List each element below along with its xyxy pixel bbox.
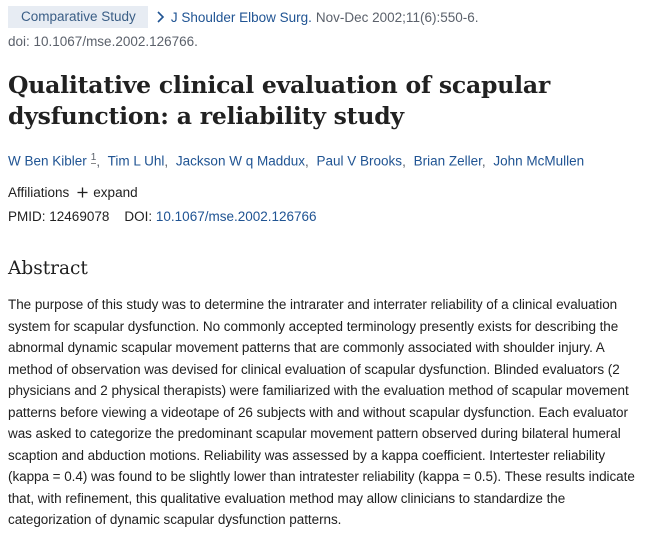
author-separator: ,: [164, 153, 169, 169]
doi-label: DOI:: [124, 209, 153, 224]
article-title: Qualitative clinical evaluation of scapular dysfunction: a reliability study: [8, 71, 551, 130]
journal-link[interactable]: J Shoulder Elbow Surg.: [170, 9, 312, 25]
affiliation-marker[interactable]: 1: [90, 152, 97, 163]
author-link[interactable]: John McMullen: [493, 153, 585, 169]
abstract-text: The purpose of this study was to determine the intrarater and interrater reliability of a clinical evaluation system for scapular dysfunction. No commonly accepted terminology presently exists for describing the abnormal dynamic scapular movement patterns that are commonly associated with shoulder injury. A method of observation was devised for clinical evaluation of scapular dysfunction. Blinded evaluators (2 physicians and 2 physical therapists) were familiarized with the evaluation method of scapular movement patterns before viewing a videotape of 26 subjects with and without scapular dysfunction. Each evaluator was asked to categorize the predominant scapular movement pattern observed during bilateral humeral scaption and abduction motions. Reliability was assessed by a kappa coefficient. Intertester reliability (kappa = 0.4) was found to be slightly lower than intratester reliability (kappa = 0.5). These results indicate that, with refinement, this qualitative evaluation method may allow clinicians to standardize the categorization of dynamic scapular dysfunction patterns.: [8, 297, 635, 527]
author-link[interactable]: W Ben Kibler: [8, 153, 87, 169]
citation-doi: doi: 10.1067/mse.2002.126766.: [8, 34, 198, 49]
plus-icon: [77, 187, 88, 198]
expand-affiliations-button[interactable]: [77, 185, 137, 200]
pmid-value: 12469078: [49, 209, 110, 224]
doi-link[interactable]: 10.1067/mse.2002.126766: [155, 209, 317, 224]
abstract-heading: Abstract: [8, 258, 88, 279]
issue-info: Nov-Dec 2002;11(6):550-6.: [315, 9, 479, 25]
identifiers-row: [8, 209, 317, 224]
author-separator: ,: [304, 153, 309, 169]
author-separator: ,: [96, 153, 101, 169]
publication-type-badge: Comparative Study: [8, 6, 148, 28]
author-link[interactable]: Jackson W q Maddux: [175, 153, 305, 169]
pmid-label: PMID:: [8, 209, 46, 224]
chevron-right-icon[interactable]: [156, 10, 166, 24]
author-link[interactable]: Paul V Brooks: [316, 153, 403, 169]
citation-header: [8, 6, 478, 28]
author-list: [8, 153, 584, 169]
affiliations-label: Affiliations: [8, 185, 70, 200]
affiliations-row: [8, 185, 138, 200]
expand-label: expand: [93, 185, 138, 200]
author-link[interactable]: Brian Zeller: [413, 153, 482, 169]
author-link[interactable]: Tim L Uhl: [107, 153, 165, 169]
author-separator: ,: [481, 153, 486, 169]
author-separator: ,: [402, 153, 406, 169]
